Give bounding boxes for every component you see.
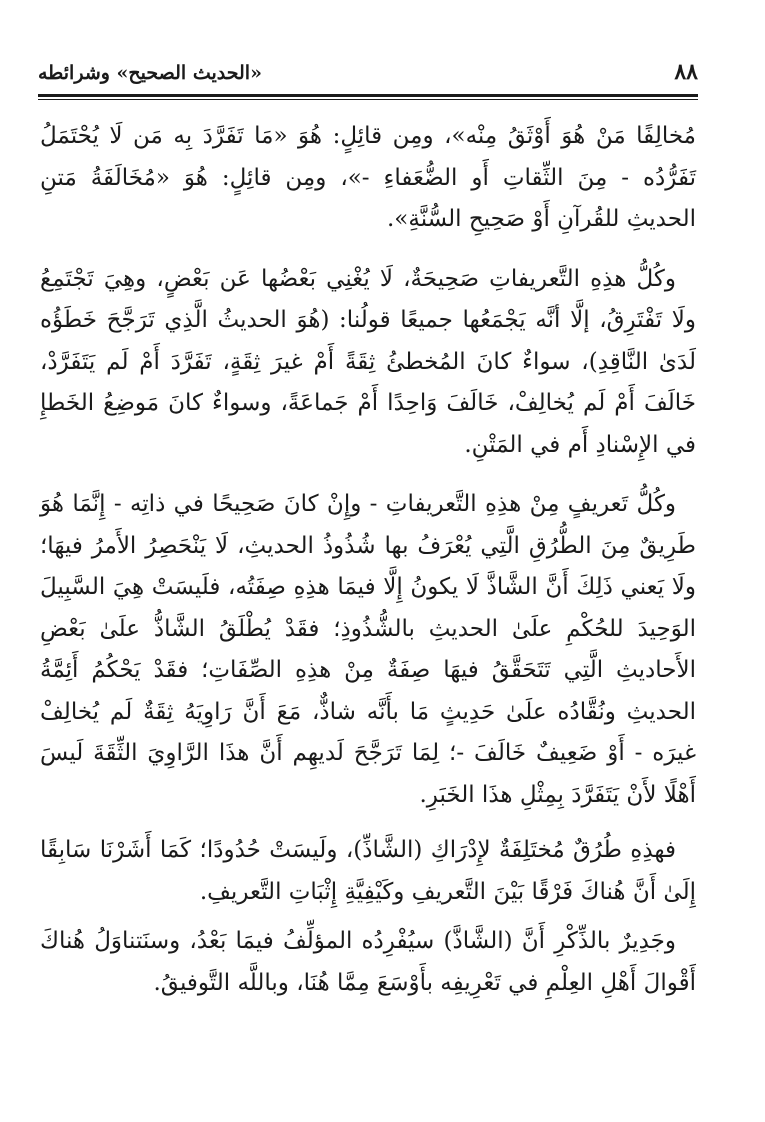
header-rule-thin — [38, 99, 698, 100]
paragraph-3: وكُلُّ تَعريفٍ مِنْ هذِهِ التَّعريفاتِ - وإِنْ كانَ صَحِيحًا في ذاتِه - إِنَّمَا هُوَ طَرِيقٌ مِنَ الطُّرُقِ الَّتِي يُعْرَفُ بها شُذُوذُ الحديثِ، لَا يَنْحَصِرُ الأَمرُ فيهَا؛ ولَا يَعني ذَلِكَ أَنَّ الشَّاذَّ لَا يكونُ إِلَّا فيمَا هذِهِ صِفَتُه، فلَيسَتْ هِيَ السَّبِيلَ الوَحِيدَ للحُكْمِ علَىٰ الحديثِ بالشُّذُوذِ؛ فقَدْ يُطْلَقُ الشَّاذُّ علَىٰ بَعْضِ الأَحاديثِ الَّتِي تَتَحَقَّقُ فيهَا صِفَةٌ مِنْ هذِهِ الصِّفَاتِ؛ فقَدْ يَحْكُمُ أَئِمَّةُ الحديثِ ونُقَّادُه علَىٰ حَدِيثٍ مَا بأَنَّه شاذٌّ، مَعَ أَنَّ رَاوِيَهُ ثِقَةٌ لَم يُخالِفْ غيرَه - أَوْ ضَعِيفٌ خَالَفَ -؛ لِمَا تَرَجَّحَ لَديهِم أَنَّ هذَا الرَّاوِيَ الثِّقَةَ لَيسَ أَهْلًا لأَنْ يَتَفَرَّدَ بِمِثْلِ هذَا الخَبَرِ. — [40, 491, 696, 808]
page-header — [38, 58, 698, 94]
paragraph-4: فهذِهِ طُرُقٌ مُختَلِفَةٌ لإِدْرَاكِ (الشَّاذِّ)، ولَيسَتْ حُدُودًا؛ كَمَا أَشَرْنَا سَابِقًا إِلَىٰ أَنَّ هُناكَ فَرْقًا بَيْنَ التَّعريفِ وكَيْفِيَّةِ إِثْبَاتِ التَّعريفِ. — [40, 837, 696, 905]
paragraph-5: وجَدِيرٌ بالذِّكْرِ أَنَّ (الشَّاذَّ) سيُفْرِدُه المؤلِّفُ فيمَا بَعْدُ، وسنَتناوَلُ هُناكَ أَقْوالَ أَهْلِ العِلْمِ في تَعْرِيفِه بأَوْسَعَ مِمَّا هُنَا، وباللَّه التَّوفيقُ. — [40, 928, 696, 996]
header-rule-thick — [38, 94, 698, 97]
body-text — [40, 116, 696, 1004]
page-number: ٨٨ — [674, 59, 698, 85]
running-title: «الحديث الصحيح» وشرائطه — [38, 62, 262, 84]
paragraph-2: وكُلُّ هذِهِ التَّعريفاتِ صَحِيحَةٌ، لَا يُغْنِي بَعْضُها عَن بَعْضٍ، وهِيَ تَجْتَمِعُ ولَا تَفْتَرِقُ، إلَّا أنَّه يَجْمَعُها جميعًا قولُنا: (هُوَ الحديثُ الَّذِي تَرَجَّحَ خَطَؤُه لَدَىٰ النَّاقِدِ)، سواءٌ كانَ المُخطئُ ثِقَةً أَمْ غيرَ ثِقَةٍ، تَفَرَّدَ أَمْ لَم يَتَفَرَّدْ، خَالَفَ أَمْ لَم يُخالِفْ، خَالَفَ وَاحِدًا أَمْ جَماعَةً، وسواءٌ كانَ مَوضِعُ الخَطإِ في الإِسْنادِ أَم في المَتْنِ. — [40, 265, 696, 458]
paragraph-1: مُخالِفًا مَنْ هُوَ أَوْثَقُ مِنْه»، ومِن قائِلٍ: هُوَ «مَا تَفَرَّدَ بِه مَن لَا يُحْتَمَلُ تَفَرُّدُه - مِنَ الثِّقاتِ أَو الضُّعَفاءِ -»، ومِن قائِلٍ: هُوَ «مُخَالَفَةُ مَتنِ الحديثِ للقُرآنِ أَوْ صَحِيحِ السُّنَّةِ». — [40, 123, 696, 232]
